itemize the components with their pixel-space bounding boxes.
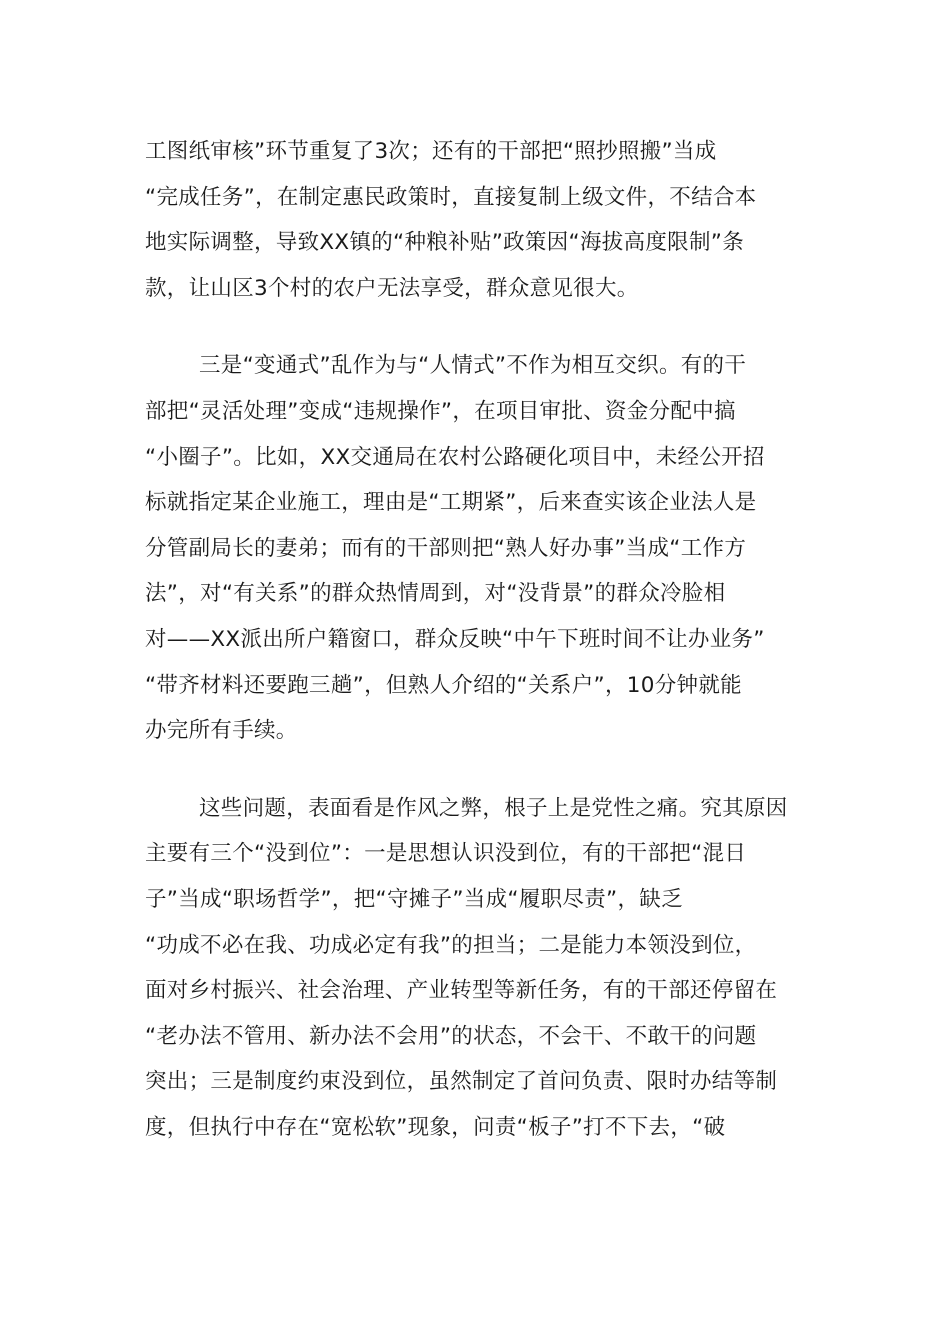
text-line: 标就指定某企业施工，理由是“工期紧”，后来查实该企业法人是	[145, 490, 757, 516]
text-line: 面对乡村振兴、社会治理、产业转型等新任务，有的干部还停留在	[145, 978, 778, 1004]
text-line: 三是“变通式”乱作为与“人情式”不作为相互交织。有的干	[199, 353, 747, 379]
text-line: 度，但执行中存在“宽松软”现象，问责“板子”打不下去，“破	[145, 1114, 726, 1140]
paragraph-gap	[145, 754, 807, 786]
paragraph-3	[145, 786, 807, 1151]
text-line: “带齐材料还要跑三趟”，但熟人介绍的“关系户”，10分钟就能	[145, 672, 742, 698]
paragraph-gap	[145, 311, 807, 343]
text-line: 法”，对“有关系”的群众热情周到，对“没背景”的群众冷脸相	[145, 581, 726, 607]
paragraph-1	[145, 129, 807, 311]
text-line: 主要有三个“没到位”：一是思想认识没到位，有的干部把“混日	[145, 841, 747, 867]
text-line: 对——XX派出所户籍窗口，群众反映“中午下班时间不让办业务”	[145, 626, 765, 652]
text-line: “老办法不管用、新办法不会用”的状态，不会干、不敢干的问题	[145, 1023, 757, 1049]
text-line: “小圈子”。比如，XX交通局在农村公路硬化项目中，未经公开招	[145, 444, 765, 470]
text-line: 突出；三是制度约束没到位，虽然制定了首问负责、限时办结等制	[145, 1069, 778, 1095]
paragraph-2	[145, 343, 807, 753]
text-line: 款，让山区3个村的农户无法享受，群众意见很大。	[145, 275, 639, 301]
text-line: 这些问题，表面看是作风之弊，根子上是党性之痛。究其原因	[199, 795, 788, 821]
text-line: 分管副局长的妻弟；而有的干部则把“熟人好办事”当成“工作方	[145, 535, 747, 561]
text-line: 工图纸审核”环节重复了3次；还有的干部把“照抄照搬”当成	[145, 139, 717, 164]
text-line: “完成任务”，在制定惠民政策时，直接复制上级文件，不结合本	[145, 184, 757, 210]
text-line: 部把“灵活处理”变成“违规操作”，在项目审批、资金分配中搞	[145, 398, 736, 424]
text-line: “功成不必在我、功成必定有我”的担当；二是能力本领没到位，	[145, 932, 757, 958]
document-page	[145, 129, 807, 1150]
text-line: 子”当成“职场哲学”，把“守摊子”当成“履职尽责”，缺乏	[145, 886, 683, 912]
text-line: 地实际调整，导致XX镇的“种粮补贴”政策因“海拔高度限制”条	[145, 230, 745, 256]
text-line: 办完所有手续。	[145, 718, 298, 744]
